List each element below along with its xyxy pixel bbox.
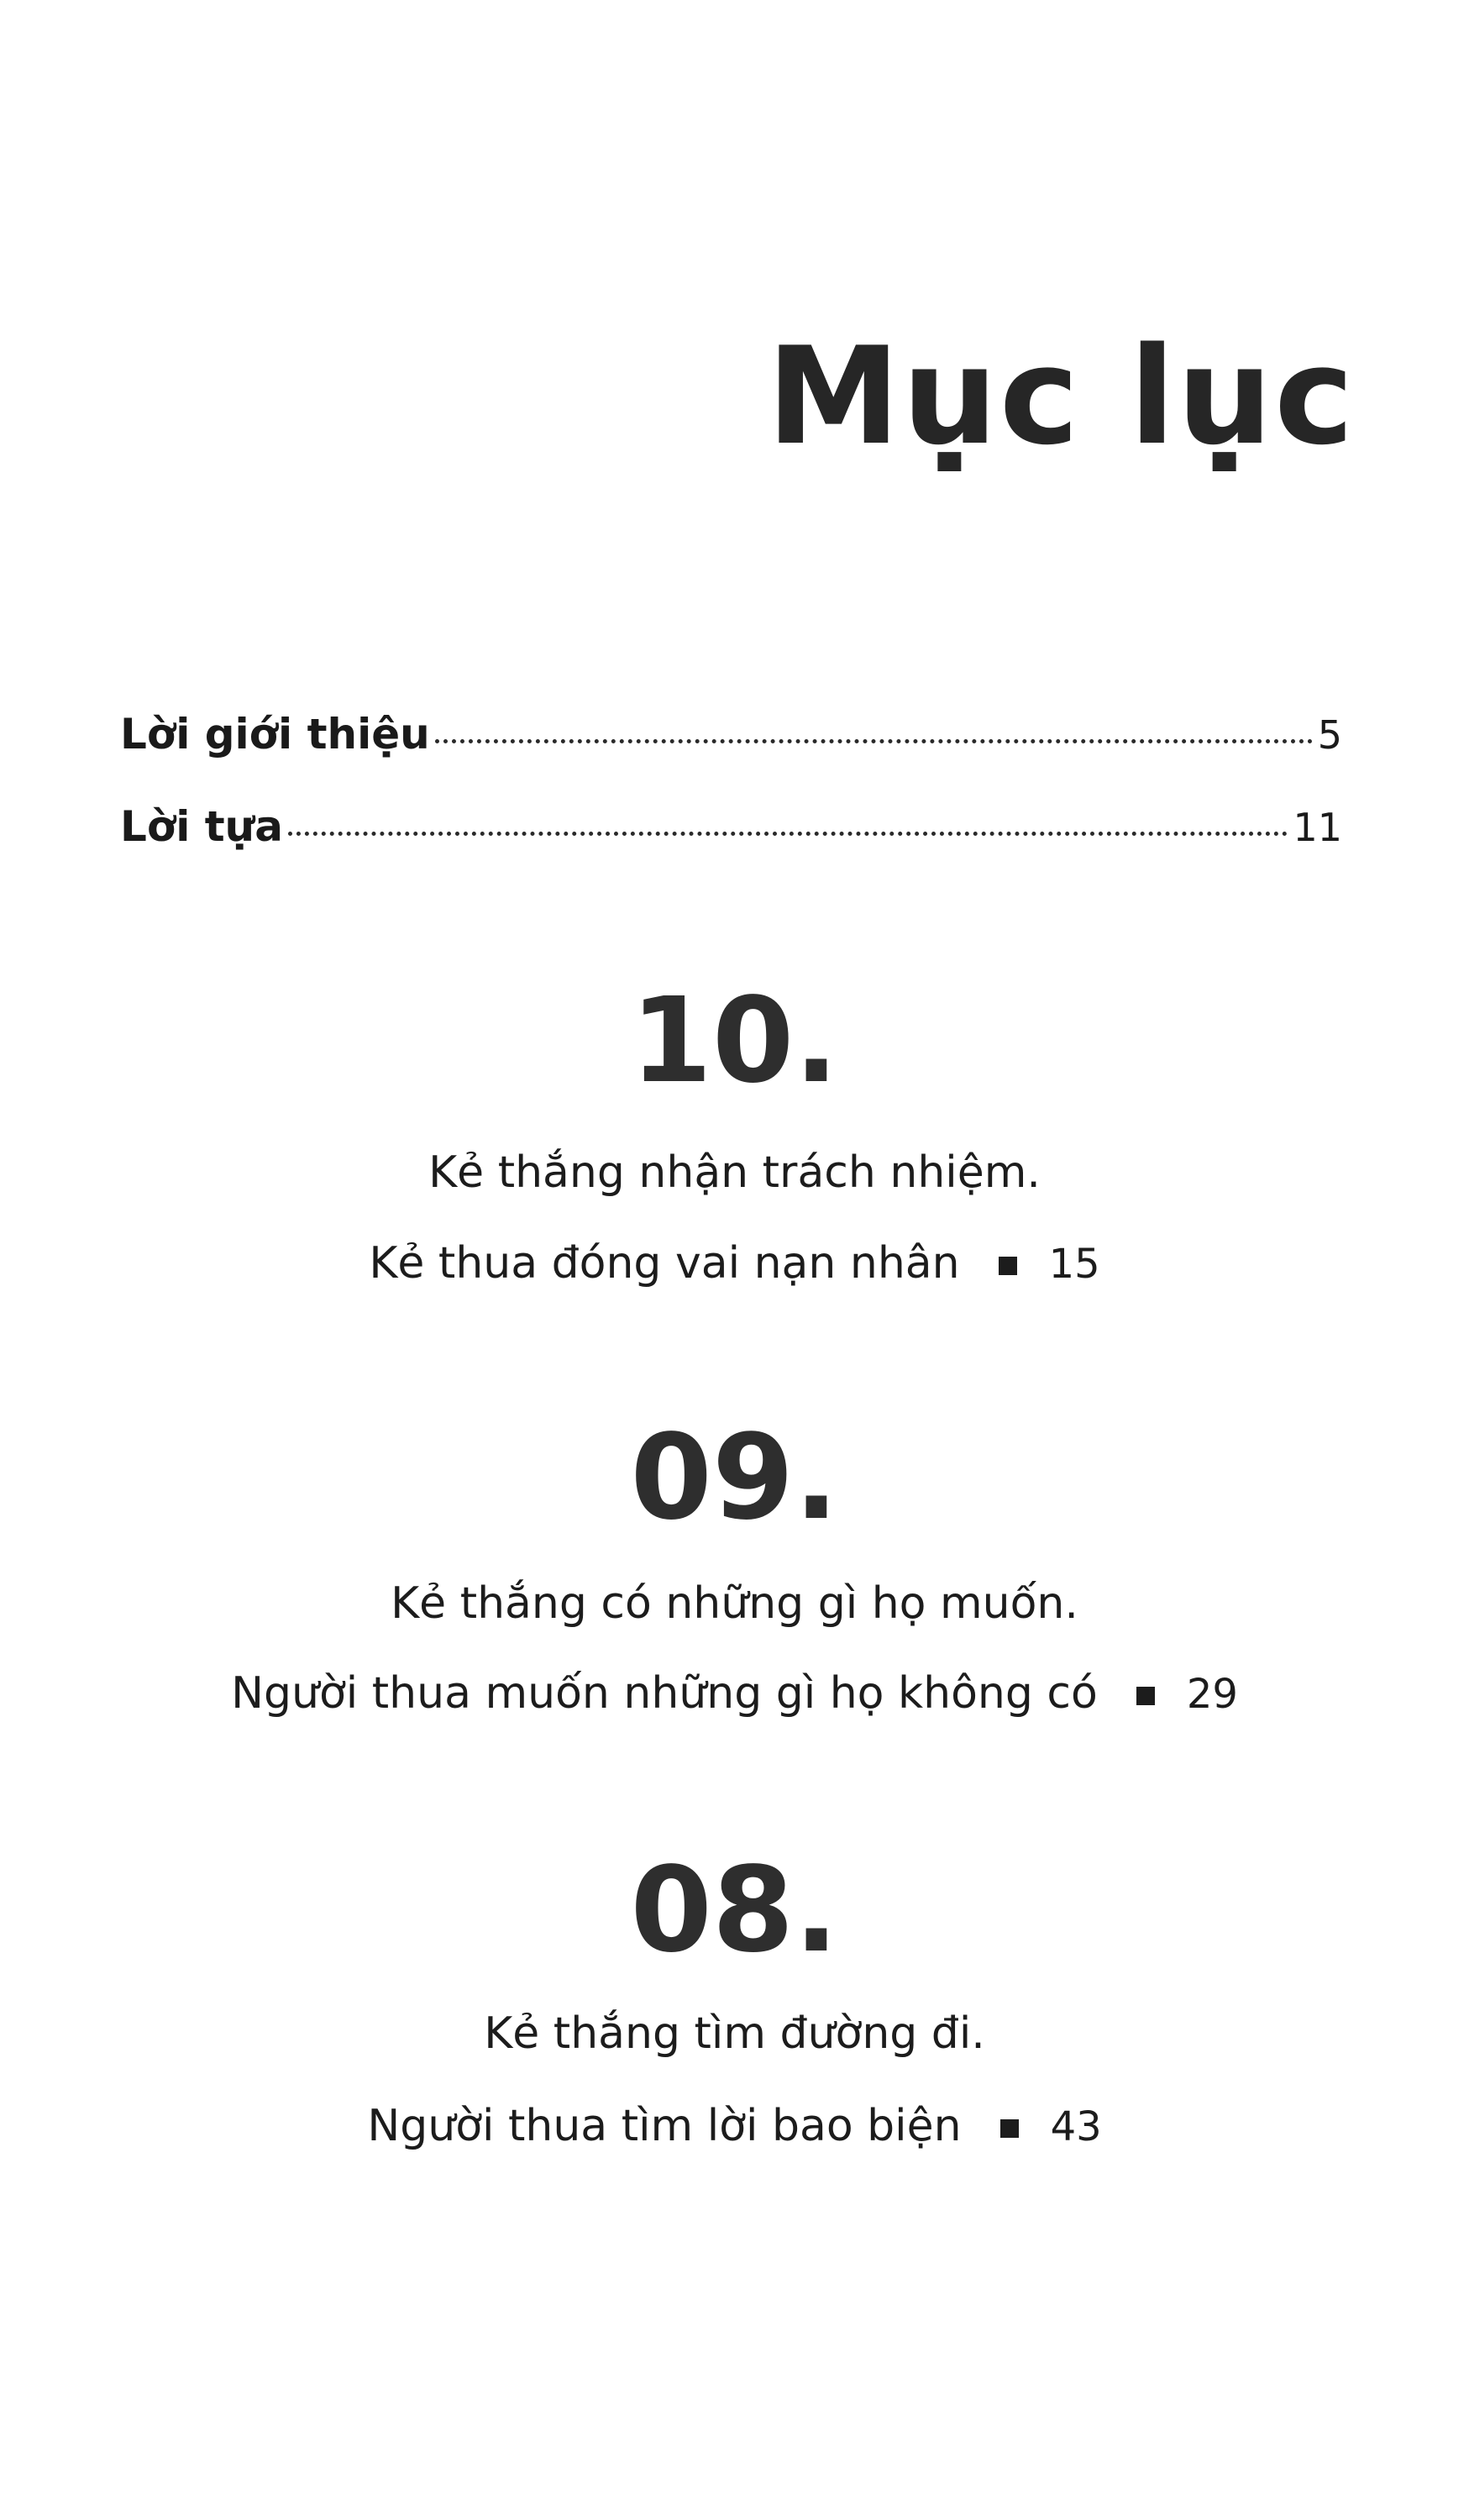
chapter-title-line1: Kẻ thắng tìm đường đi. [484, 2008, 985, 2059]
square-bullet-icon [1136, 1687, 1155, 1705]
chapter-number: 09. [630, 1410, 839, 1546]
toc-entry-label: Lời giới thiệu [120, 710, 430, 759]
toc-entry-preface[interactable] [120, 802, 1342, 851]
toc-entry-label: Lời tựa [120, 802, 283, 851]
square-bullet-icon [1000, 2119, 1019, 2138]
toc-leader-dots [288, 832, 1288, 836]
toc-leader-dots [435, 739, 1313, 743]
chapter-title-line2: Người thua muốn những gì họ không có [231, 1668, 1098, 1719]
chapter-entry-line2[interactable] [0, 1668, 1469, 1719]
chapter-entry-line2[interactable] [0, 2101, 1469, 2151]
page-title: Mục lục [766, 318, 1356, 475]
chapter-title-line1: Kẻ thắng nhận trách nhiệm. [428, 1147, 1041, 1198]
chapter-number: 08. [630, 1842, 839, 1979]
chapter-title-line2: Người thua tìm lời bao biện [367, 2101, 962, 2151]
chapter-page-number: 15 [1048, 1241, 1100, 1288]
chapter-number: 10. [630, 973, 839, 1110]
chapter-entry-line2[interactable] [0, 1238, 1469, 1289]
toc-entry-introduction[interactable] [120, 710, 1342, 759]
chapter-page-number: 29 [1186, 1671, 1238, 1718]
chapter-title-line1: Kẻ thắng có những gì họ muốn. [391, 1578, 1078, 1629]
toc-entry-page: 5 [1317, 712, 1342, 758]
square-bullet-icon [999, 1257, 1017, 1275]
chapter-title-line2: Kẻ thua đóng vai nạn nhân [369, 1238, 960, 1289]
chapter-page-number: 43 [1050, 2103, 1102, 2150]
toc-entry-page: 11 [1293, 805, 1342, 850]
